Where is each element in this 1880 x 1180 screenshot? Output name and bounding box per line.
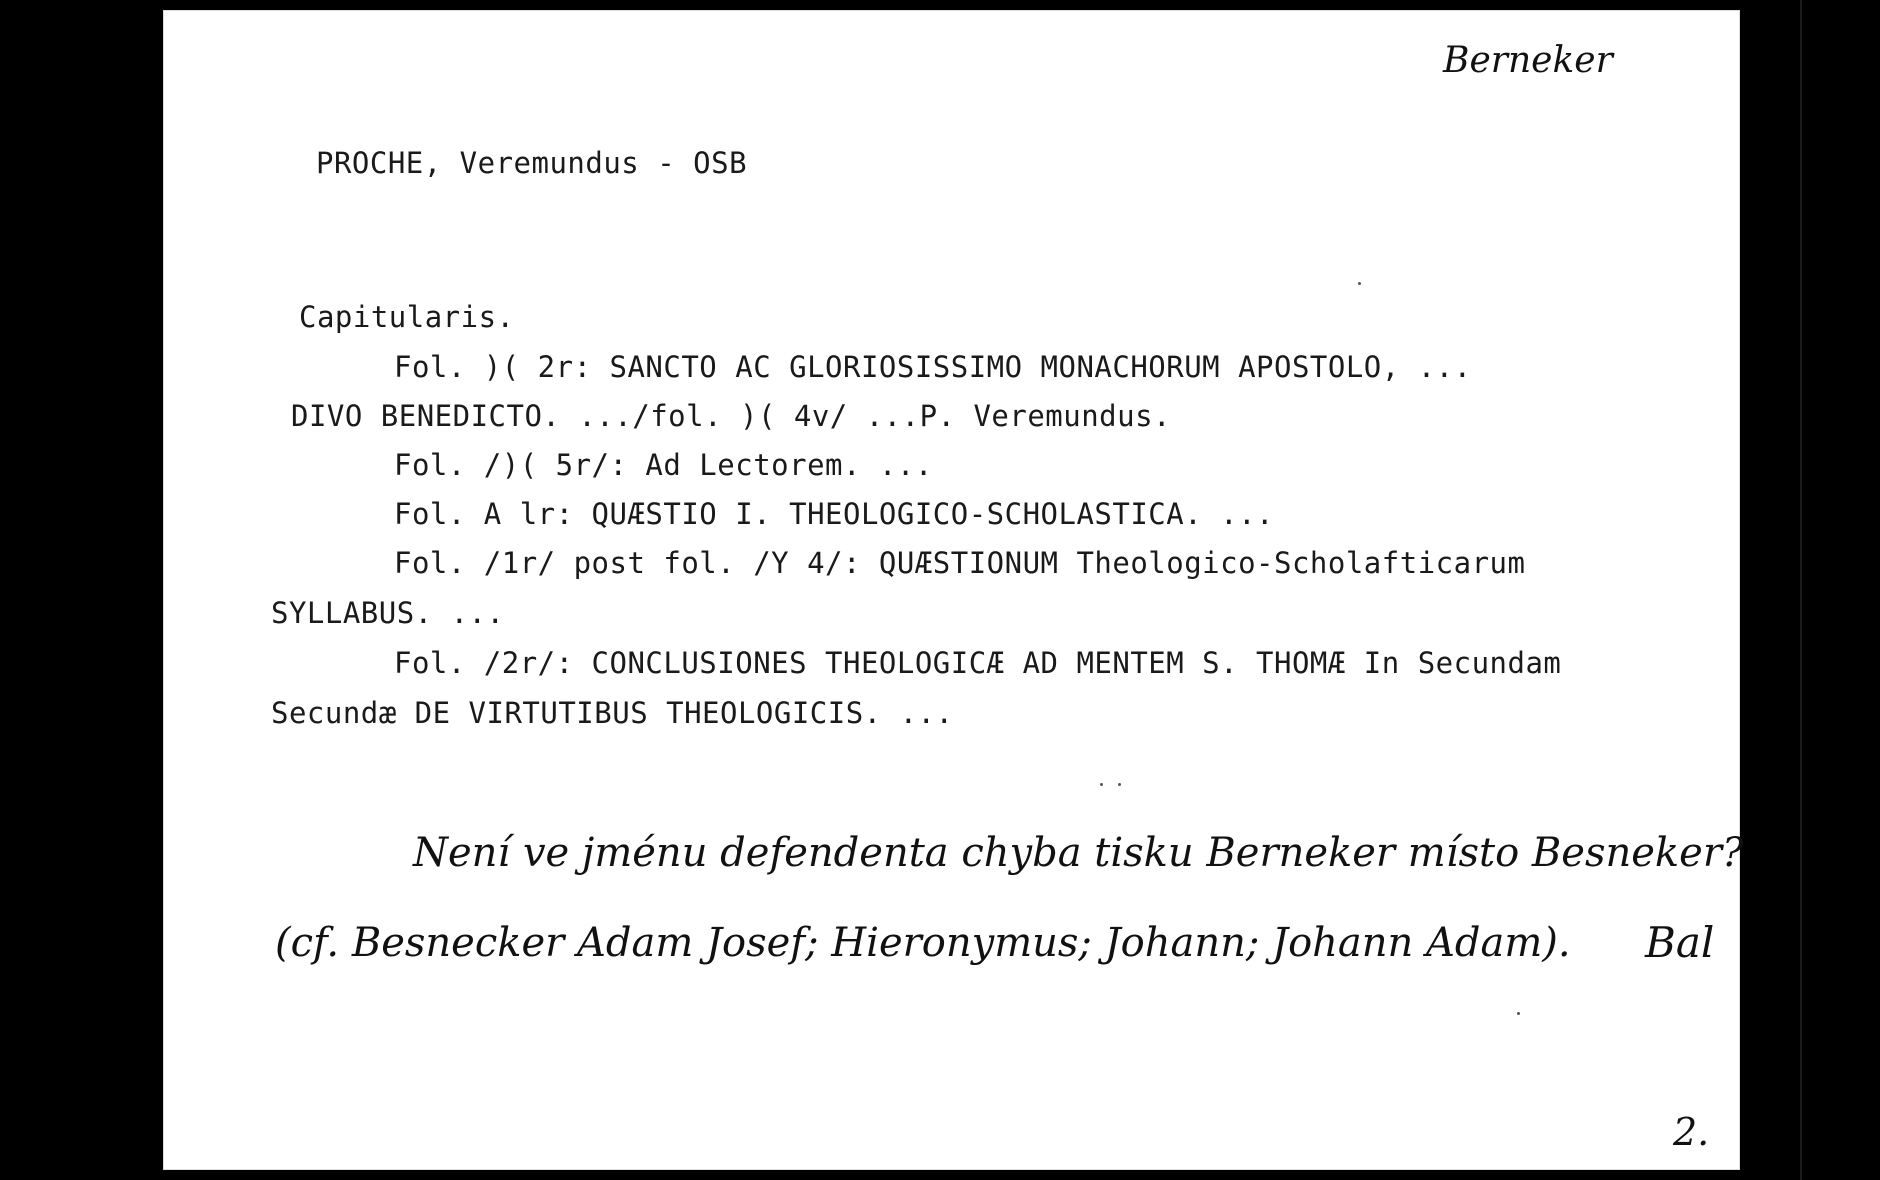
scan-edge-right: [1800, 0, 1802, 1180]
card-line-7: SYLLABUS. ...: [271, 596, 505, 630]
card-line-8: Fol. /2r/: CONCLUSIONES THEOLOGICÆ AD MENTEM S. THOMÆ In Secundam: [394, 646, 1562, 680]
card-line-9: Secundæ DE VIRTUTIBUS THEOLOGICIS. ...: [271, 696, 954, 730]
speck: [1358, 282, 1361, 285]
card-line-5: Fol. A lr: QUÆSTIO I. THEOLOGICO-SCHOLASTICA. ...: [394, 497, 1275, 531]
card-line-6: Fol. /1r/ post fol. /Y 4/: QUÆSTIONUM Theologico-Scholafticarum: [394, 546, 1526, 580]
page-number: 2.: [1673, 1110, 1710, 1154]
card-line-1: Capitularis.: [299, 300, 515, 334]
initials: Bal: [1645, 918, 1715, 967]
speck: [1517, 1012, 1520, 1015]
handwritten-note-line-1: Není ve jménu defendenta chyba tisku Berneker místo Besneker?: [413, 830, 1744, 876]
card-line-2: Fol. )( 2r: SANCTO AC GLORIOSISSIMO MONACHORUM APOSTOLO, ...: [394, 350, 1472, 384]
annotation-top: Berneker: [1443, 40, 1613, 81]
speck: [1100, 783, 1103, 786]
speck: [1118, 783, 1121, 786]
card-line-4: Fol. /)( 5r/: Ad Lectorem. ...: [394, 448, 933, 482]
handwritten-note-line-2: (cf. Besnecker Adam Josef; Hieronymus; Johann; Johann Adam).: [275, 920, 1571, 966]
card-heading: PROCHE, Veremundus - OSB: [316, 146, 748, 180]
catalog-card: [163, 10, 1744, 1170]
card-line-3: DIVO BENEDICTO. .../fol. )( 4v/ ...P. Veremundus.: [291, 399, 1172, 433]
